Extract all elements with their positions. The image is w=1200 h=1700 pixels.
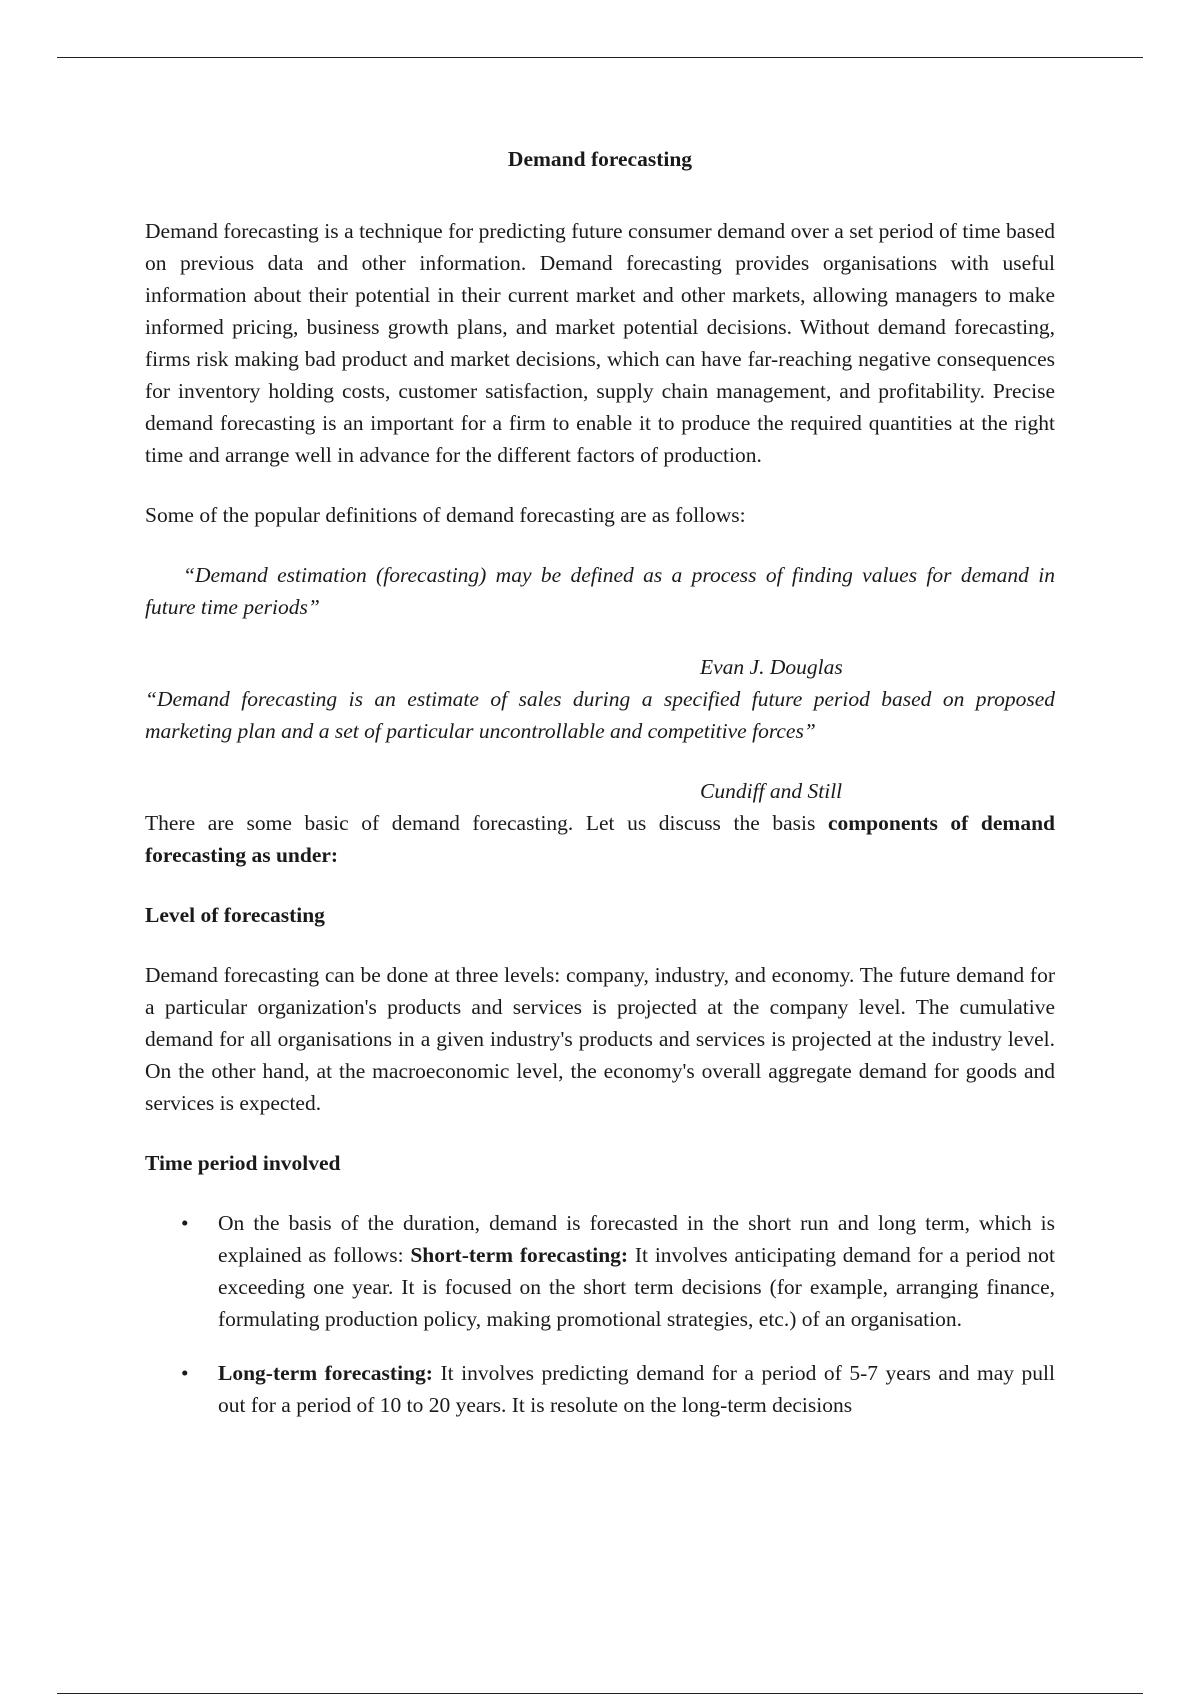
- list-item: [145, 1357, 1055, 1421]
- list-item-lead: On the basis of the duration, demand is forecasted in the short run and long term, which is explained as follows:: [218, 1211, 1055, 1267]
- components-intro: [145, 807, 1055, 871]
- section-heading-time-period: Time period involved: [145, 1151, 341, 1175]
- bullet-icon: •: [181, 1361, 189, 1385]
- document-body: [145, 143, 1055, 1443]
- page-title: Demand forecasting: [507, 147, 693, 171]
- quote-2-author: Cundiff and Still: [700, 779, 843, 803]
- list-item-bold: Short-term forecasting:: [410, 1243, 629, 1267]
- list-item-rest: It involves predicting demand for a period of 5-7 years and may pull out for a period of 10 to 20 years. It is resolute on the long-term decisions: [218, 1361, 1055, 1417]
- components-intro-bold: components of demand forecasting as under:: [145, 811, 1055, 867]
- quote-1-author: Evan J. Douglas: [700, 655, 843, 679]
- bullet-icon: •: [181, 1211, 189, 1235]
- time-period-list: [145, 1207, 1055, 1421]
- definitions-intro: Some of the popular definitions of demand forecasting are as follows:: [145, 503, 746, 527]
- quote-1: “Demand estimation (forecasting) may be defined as a process of finding values for demand in future time periods”: [145, 563, 1055, 619]
- list-item-rest: It involves anticipating demand for a period not exceeding one year. It is focused on the short term decisions (for example, arranging finance, formulating production policy, making promotional strategies, etc.) of an organisation.: [218, 1243, 1055, 1331]
- list-item-bold: Long-term forecasting:: [218, 1361, 433, 1385]
- quote-2: “Demand forecasting is an estimate of sales during a specified future period based on proposed marketing plan and a set of particular uncontrollable and competitive forces”: [145, 687, 1055, 743]
- section-heading-level: Level of forecasting: [145, 903, 325, 927]
- components-intro-text: There are some basic of demand forecasting. Let us discuss the basis: [145, 811, 828, 835]
- list-item: [145, 1207, 1055, 1335]
- bottom-rule: [57, 1693, 1143, 1694]
- top-rule: [57, 57, 1143, 58]
- level-paragraph: Demand forecasting can be done at three levels: company, industry, and economy. The future demand for a particular organization's products and services is projected at the company level. The cumulative demand for all organisations in a given industry's products and services is projected at the industry level. On the other hand, at the macroeconomic level, the economy's overall aggregate demand for goods and services is expected.: [145, 963, 1055, 1115]
- intro-paragraph: Demand forecasting is a technique for predicting future consumer demand over a set period of time based on previous data and other information. Demand forecasting provides organisations with useful information about their potential in their current market and other markets, allowing managers to make informed pricing, business growth plans, and market potential decisions. Without demand forecasting, firms risk making bad product and market decisions, which can have far-reaching negative consequences for inventory holding costs, customer satisfaction, supply chain management, and profitability. Precise demand forecasting is an important for a firm to enable it to produce the required quantities at the right time and arrange well in advance for the different factors of production.: [145, 219, 1055, 467]
